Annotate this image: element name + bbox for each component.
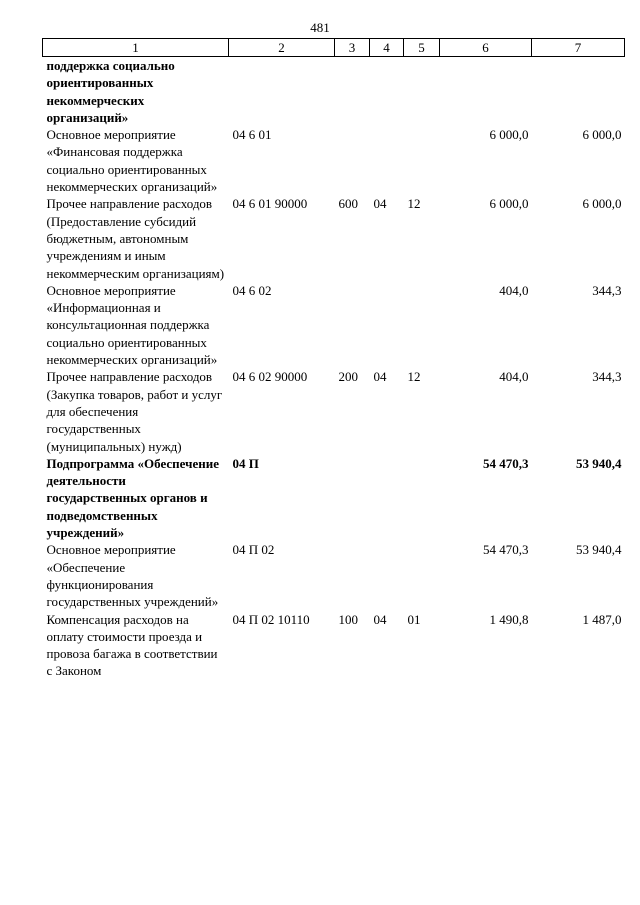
column-header: 5 [404, 39, 440, 57]
budget-table [42, 38, 625, 680]
row-amount-1: 54 470,3 [483, 455, 529, 471]
row-subsection [404, 282, 440, 368]
row-amount-1: 54 470,3 [483, 542, 529, 558]
row-code: 04 6 02 90000 [232, 369, 308, 385]
column-header: 7 [532, 39, 625, 57]
row-expense-type [335, 455, 370, 541]
row-code: 04 6 01 90000 [232, 196, 308, 212]
row-code: 04 П 02 [232, 542, 275, 558]
row-expense-type: 200 [338, 369, 358, 385]
row-amount-2 [532, 57, 625, 127]
table-row [43, 282, 625, 368]
row-section: 04 [373, 611, 387, 627]
row-expense-type [335, 541, 370, 610]
row-section: 04 [373, 369, 387, 385]
row-name: поддержка социально ориентированных некоммерческих организаций» [46, 58, 175, 125]
row-amount-1 [440, 57, 532, 127]
row-amount-1: 1 490,8 [489, 611, 529, 627]
row-amount-2: 6 000,0 [582, 127, 622, 143]
row-expense-type [335, 126, 370, 195]
table-row [43, 368, 625, 454]
table-row [43, 126, 625, 195]
column-header: 6 [440, 39, 532, 57]
row-name: Прочее направление расходов (Предоставление субсидий бюджетным, автономным учреждениям и иным некоммерческим организациям) [46, 196, 225, 281]
table-row [43, 611, 625, 680]
row-name: Основное мероприятие «Информационная и консультационная поддержка социально ориентированных некоммерческих организаций» [46, 282, 218, 368]
row-name: Основное мероприятие «Финансовая поддержка социально ориентированных некоммерческих организаций» [46, 127, 218, 195]
column-header: 2 [229, 39, 335, 57]
row-code: 04 П 02 10110 [232, 611, 310, 627]
row-amount-1: 404,0 [499, 369, 529, 385]
row-expense-type: 100 [338, 611, 358, 627]
row-amount-1: 6 000,0 [489, 196, 529, 212]
row-amount-2: 1 487,0 [582, 611, 622, 627]
row-subsection [404, 455, 440, 541]
row-name: Подпрограмма «Обеспечение деятельности государственных органов и подведомственных учреждений» [46, 455, 219, 541]
row-expense-type [335, 282, 370, 368]
row-code: 04 П [232, 455, 259, 471]
table-body [43, 57, 625, 680]
table-row [43, 57, 625, 127]
row-name: Прочее направление расходов (Закупка товаров, работ и услуг для обеспечения государственных (муниципальных) нужд) [46, 369, 223, 454]
row-amount-2: 6 000,0 [582, 196, 622, 212]
row-amount-1: 404,0 [499, 282, 529, 298]
column-header: 3 [335, 39, 370, 57]
row-code: 04 6 02 [232, 282, 272, 298]
row-section [370, 541, 404, 610]
column-header: 4 [370, 39, 404, 57]
page-number: 481 [310, 20, 330, 35]
row-section: 04 [373, 196, 387, 212]
row-subsection [404, 541, 440, 610]
row-expense-type: 600 [338, 196, 358, 212]
row-subsection [404, 57, 440, 127]
row-subsection [404, 126, 440, 195]
row-subsection: 12 [407, 196, 421, 212]
column-header-row [43, 39, 625, 57]
row-code: 04 6 01 [232, 127, 272, 143]
row-expense-type [335, 57, 370, 127]
row-amount-1: 6 000,0 [489, 127, 529, 143]
row-section [370, 126, 404, 195]
row-code [229, 57, 335, 127]
row-name: Компенсация расходов на оплату стоимости проезда и провоза багажа в соответствии с Законом [46, 611, 218, 679]
row-section [370, 455, 404, 541]
table-row [43, 541, 625, 610]
row-section [370, 282, 404, 368]
table-row [43, 195, 625, 281]
row-amount-2: 344,3 [592, 369, 622, 385]
row-section [370, 57, 404, 127]
row-subsection: 12 [407, 369, 421, 385]
table-row [43, 455, 625, 541]
row-subsection: 01 [407, 611, 421, 627]
column-header: 1 [43, 39, 229, 57]
row-name: Основное мероприятие «Обеспечение функционирования государственных учреждений» [46, 542, 219, 610]
row-amount-2: 53 940,4 [576, 455, 622, 471]
row-amount-2: 344,3 [592, 282, 622, 298]
row-amount-2: 53 940,4 [576, 542, 622, 558]
